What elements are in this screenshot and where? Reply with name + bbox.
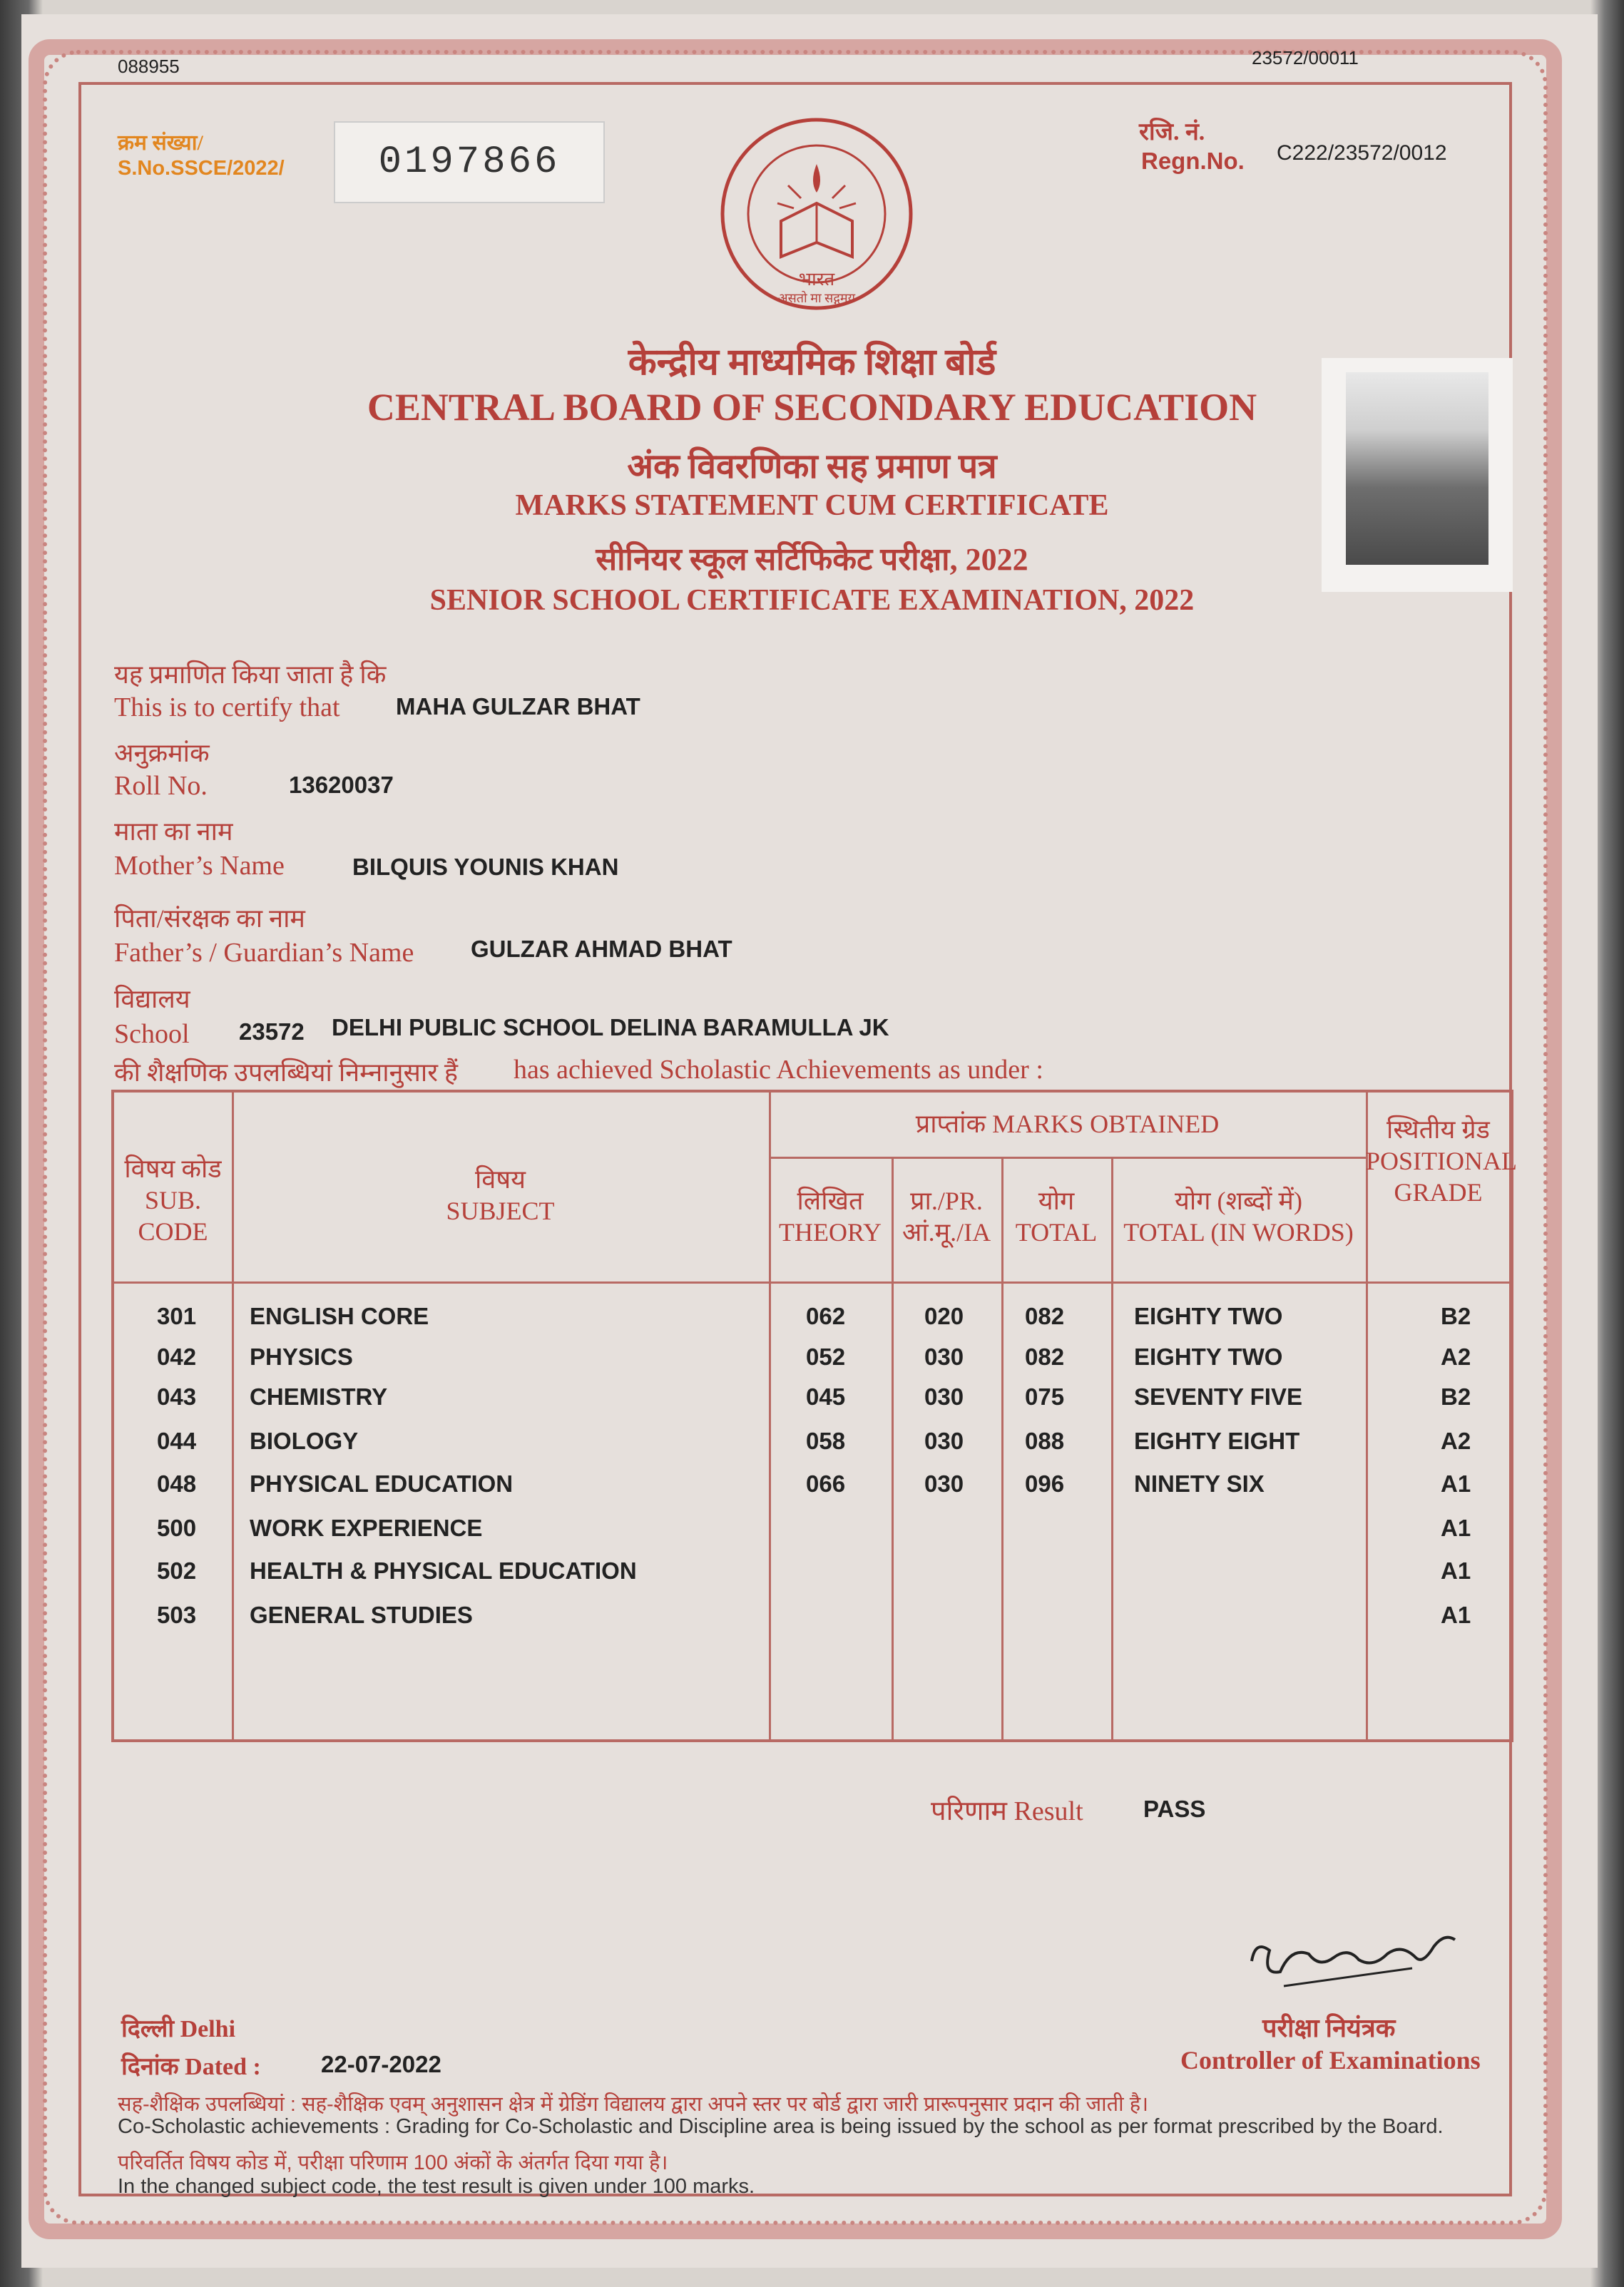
board-name: CENTRAL BOARD OF SECONDARY EDUCATION bbox=[367, 386, 1257, 429]
subject-code: 044 bbox=[157, 1428, 197, 1454]
subject-total: 096 bbox=[1025, 1470, 1065, 1497]
father-name: GULZAR AHMAD BHAT bbox=[471, 936, 732, 962]
subject-theory: 058 bbox=[806, 1428, 846, 1454]
date-label-en: Dated : bbox=[185, 2054, 261, 2080]
subject-name: BIOLOGY bbox=[250, 1428, 359, 1454]
controller-signature bbox=[1241, 1918, 1469, 1997]
regn-label-en: Regn.No. bbox=[1141, 148, 1245, 174]
school-label: School bbox=[114, 1019, 190, 1049]
top-code-right: 23572/00011 bbox=[1252, 47, 1359, 68]
footnote-1-hi: सह-शैक्षिक उपलब्धियां : सह-शैक्षिक एवम् अनुशासन क्षेत्र में ग्रेडिंग विद्यालय द्वारा अपने स्तर पर बोर्ड द्वारा जारी प्रारूपनुसार प्रदान की जाती है। bbox=[118, 2093, 1149, 2116]
document-title-hindi: अंक विवरणिका सह प्रमाण पत्र bbox=[627, 448, 997, 486]
regn-number: C222/23572/0012 bbox=[1277, 141, 1447, 165]
subject-grade: A1 bbox=[1441, 1557, 1471, 1584]
roll-label-hi: अनुक्रमांक bbox=[114, 739, 210, 767]
candidate-name: MAHA GULZAR BHAT bbox=[396, 693, 640, 720]
father-label-hi: पिता/संरक्षक का नाम bbox=[114, 904, 305, 933]
header-total-words: योग (शब्दों में) TOTAL (IN WORDS) bbox=[1123, 1187, 1354, 1247]
subject-total: 082 bbox=[1025, 1344, 1065, 1370]
header-practical: प्रा./PR. आं.मू./IA bbox=[902, 1187, 991, 1247]
subject-pr: 030 bbox=[924, 1344, 964, 1370]
top-code-left: 088955 bbox=[118, 56, 180, 77]
subject-name: PHYSICAL EDUCATION bbox=[250, 1470, 514, 1497]
subject-words: EIGHTY EIGHT bbox=[1134, 1428, 1300, 1454]
mother-name: BILQUIS YOUNIS KHAN bbox=[352, 854, 619, 880]
exam-title-hindi: सीनियर स्कूल सर्टिफिकेट परीक्षा, 2022 bbox=[596, 542, 1028, 577]
subject-grade: A1 bbox=[1441, 1470, 1471, 1497]
subject-name: HEALTH & PHYSICAL EDUCATION bbox=[250, 1557, 637, 1584]
header-grade: स्थितीय ग्रेड POSITIONAL GRADE bbox=[1366, 1115, 1517, 1207]
emblem-country: भारत bbox=[798, 269, 835, 290]
header-total: योग TOTAL bbox=[1015, 1187, 1098, 1247]
school-code: 23572 bbox=[239, 1018, 305, 1045]
subject-name: GENERAL STUDIES bbox=[250, 1602, 473, 1628]
school-label-hi: विद्यालय bbox=[114, 985, 190, 1013]
emblem-motto: असतो मा सद्गमय bbox=[777, 291, 856, 305]
issue-date: 22-07-2022 bbox=[321, 2051, 441, 2077]
subject-code: 043 bbox=[157, 1383, 197, 1410]
subject-name: PHYSICS bbox=[250, 1344, 353, 1370]
subject-grade: B2 bbox=[1441, 1383, 1471, 1410]
subject-name: ENGLISH CORE bbox=[250, 1303, 429, 1329]
school-name: DELHI PUBLIC SCHOOL DELINA BARAMULLA JK bbox=[332, 1014, 889, 1040]
mother-label-hi: माता का नाम bbox=[114, 817, 233, 846]
header-subject: विषय SUBJECT bbox=[446, 1165, 555, 1225]
result-label bbox=[931, 1791, 1083, 1828]
subject-code: 042 bbox=[157, 1344, 197, 1370]
roll-number: 13620037 bbox=[289, 772, 394, 798]
date-label-hi: दिनांक bbox=[121, 2054, 179, 2080]
subject-code: 502 bbox=[157, 1557, 197, 1584]
result-label-en: Result bbox=[1013, 1796, 1083, 1826]
subject-name: WORK EXPERIENCE bbox=[250, 1515, 483, 1541]
father-label: Father’s / Guardian’s Name bbox=[114, 938, 414, 968]
subject-theory: 066 bbox=[806, 1470, 846, 1497]
subject-code: 048 bbox=[157, 1470, 197, 1497]
place-en: Delhi bbox=[180, 2016, 236, 2042]
subject-grade: A2 bbox=[1441, 1428, 1471, 1454]
serial-label-en: S.No.SSCE/2022/ bbox=[118, 157, 285, 180]
subject-words: SEVENTY FIVE bbox=[1134, 1383, 1302, 1410]
place bbox=[121, 2011, 235, 2044]
subject-words: NINETY SIX bbox=[1134, 1470, 1265, 1497]
exam-title: SENIOR SCHOOL CERTIFICATE EXAMINATION, 2022 bbox=[429, 584, 1195, 617]
subject-pr: 030 bbox=[924, 1470, 964, 1497]
subject-total: 075 bbox=[1025, 1383, 1065, 1410]
photo-portrait bbox=[1346, 372, 1488, 565]
document-title: MARKS STATEMENT CUM CERTIFICATE bbox=[515, 489, 1109, 522]
footnote-2-hi: परिवर्तित विषय कोड में, परीक्षा परिणाम 100 अंकों के अंतर्गत दिया गया है। bbox=[118, 2152, 668, 2174]
subject-grade: A1 bbox=[1441, 1602, 1471, 1628]
controller-title: Controller of Examinations bbox=[1180, 2046, 1481, 2074]
cbse-emblem bbox=[717, 114, 916, 314]
subject-pr: 030 bbox=[924, 1383, 964, 1410]
roll-label: Roll No. bbox=[114, 771, 208, 801]
subject-words: EIGHTY TWO bbox=[1134, 1344, 1283, 1370]
subject-theory: 045 bbox=[806, 1383, 846, 1410]
subject-code: 500 bbox=[157, 1515, 197, 1541]
result-value: PASS bbox=[1143, 1796, 1206, 1822]
certify-label-hi: यह प्रमाणित किया जाता है कि bbox=[114, 660, 387, 689]
place-hi: दिल्ली bbox=[121, 2016, 175, 2042]
subject-theory: 052 bbox=[806, 1344, 846, 1370]
certify-label: This is to certify that bbox=[114, 692, 340, 722]
marks-table bbox=[111, 1090, 1517, 1742]
controller-title-hi: परीक्षा नियंत्रक bbox=[1262, 2014, 1396, 2042]
mother-label: Mother’s Name bbox=[114, 851, 285, 881]
subject-total: 082 bbox=[1025, 1303, 1065, 1329]
subject-grade: B2 bbox=[1441, 1303, 1471, 1329]
regn-label-hi: रजि. नं. bbox=[1139, 119, 1205, 145]
subject-grade: A2 bbox=[1441, 1344, 1471, 1370]
serial-number: 0197866 bbox=[334, 121, 605, 203]
subject-total: 088 bbox=[1025, 1428, 1065, 1454]
header-theory: लिखित THEORY bbox=[779, 1187, 882, 1247]
subject-pr: 020 bbox=[924, 1303, 964, 1329]
header-marks: प्राप्तांक MARKS OBTAINED bbox=[915, 1110, 1220, 1138]
result-label-hi: परिणाम bbox=[931, 1796, 1008, 1826]
subject-name: CHEMISTRY bbox=[250, 1383, 388, 1410]
achieved-label-hi: की शैक्षणिक उपलब्धियां निम्नानुसार हैं bbox=[114, 1058, 459, 1087]
serial-label-hi: क्रम संख्या/ bbox=[118, 131, 203, 155]
footnote-2: In the changed subject code, the test result is given under 100 marks. bbox=[118, 2175, 755, 2198]
subject-code: 503 bbox=[157, 1602, 197, 1628]
subject-pr: 030 bbox=[924, 1428, 964, 1454]
board-name-hindi: केन्द्रीय माध्यमिक शिक्षा बोर्ड bbox=[628, 342, 996, 383]
candidate-photo bbox=[1322, 358, 1513, 592]
header-code: विषय कोड SUB. CODE bbox=[124, 1155, 222, 1246]
subject-words: EIGHTY TWO bbox=[1134, 1303, 1283, 1329]
subject-grade: A1 bbox=[1441, 1515, 1471, 1541]
achieved-label: has achieved Scholastic Achievements as under : bbox=[514, 1055, 1043, 1085]
subject-code: 301 bbox=[157, 1303, 197, 1329]
footnote-1: Co-Scholastic achievements : Grading for Co-Scholastic and Discipline area is being issued by the school as per format prescribed by the Board. bbox=[118, 2115, 1444, 2138]
date-label bbox=[121, 2049, 261, 2082]
subject-theory: 062 bbox=[806, 1303, 846, 1329]
